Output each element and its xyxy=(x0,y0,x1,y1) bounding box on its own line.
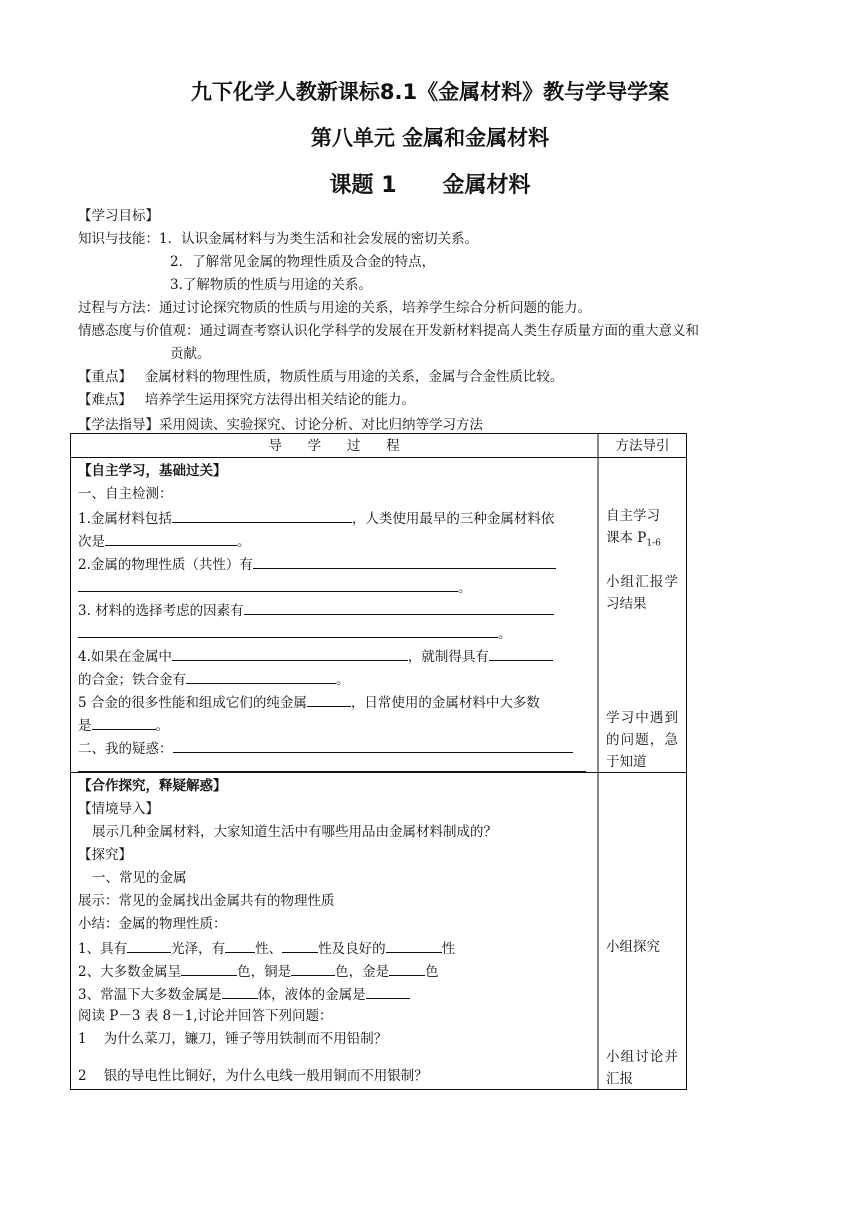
p1-text-b: 光泽，有 xyxy=(171,941,226,957)
q3-blank-2 xyxy=(78,623,498,638)
my-doubts-label: 二、我的疑惑： xyxy=(78,741,173,757)
question-5-cont xyxy=(78,715,169,735)
reading-instruction: 阅读 P－3 表 8－1,讨论并回答下列问题： xyxy=(78,1008,333,1024)
q2-blank-2 xyxy=(78,577,458,592)
q4-text-d: 。 xyxy=(336,672,350,688)
guide-self-study xyxy=(606,505,678,555)
method-column-header: 方法导引 xyxy=(615,438,670,454)
learning-process-table xyxy=(70,433,687,1090)
lesson-title: 课题 1 金属材料 xyxy=(329,173,531,198)
question-4-cont xyxy=(78,669,350,689)
process-column-header: 导 学 过 程 xyxy=(268,438,400,454)
q4-text-b: ，就制得具有 xyxy=(407,649,489,665)
q5-text-a: 5 合金的很多性能和组成它们的纯金属 xyxy=(78,695,307,711)
cooperative-heading: 【合作探究，释疑解惑】 xyxy=(78,778,227,794)
knowledge-item-3: 3.了解物质的性质与用途的关系。 xyxy=(170,277,372,293)
guide-group-discuss: 小组讨论并汇报 xyxy=(606,1049,678,1087)
summary-text: 小结：金属的物理性质： xyxy=(78,916,227,932)
discussion-question-1: 1 为什么菜刀，镰刀，锤子等用铁制而不用铅制？ xyxy=(78,1031,388,1047)
guide-group-report: 小组汇报学习结果 xyxy=(606,574,678,612)
p3-blank-2 xyxy=(366,984,410,999)
question-5 xyxy=(78,692,540,712)
document-title: 九下化学人教新课标8.1《金属材料》教与学导学案 xyxy=(190,80,670,104)
q4-text-c: 的合金；铁合金有 xyxy=(78,672,186,688)
objectives-heading: 【学习目标】 xyxy=(78,208,159,224)
p1-blank-3 xyxy=(282,938,318,953)
key-points: 【重点】 金属材料的物理性质，物质性质与用途的关系，金属与合金性质比较。 xyxy=(78,369,564,385)
q5-blank-1 xyxy=(307,692,351,707)
guide-textbook-label: 课本 P xyxy=(606,530,647,546)
p3-text-a: 3、常温下大多数金属是 xyxy=(78,987,222,1003)
process-methods: 过程与方法：通过讨论探究物质的性质与用途的关系，培养学生综合分析问题的能力。 xyxy=(78,300,591,316)
q5-text-d: 。 xyxy=(155,718,169,734)
p2-text-d: 色 xyxy=(425,964,439,980)
q4-text-a: 4.如果在金属中 xyxy=(78,649,172,665)
p2-text-c: 色，金是 xyxy=(335,964,390,980)
p2-blank-3 xyxy=(389,961,425,976)
q2-blank-1 xyxy=(253,554,556,569)
scenario-heading: 【情境导入】 xyxy=(78,801,159,817)
property-3 xyxy=(78,984,410,1004)
my-doubts-cont xyxy=(78,757,586,777)
knowledge-label: 知识与技能： xyxy=(78,231,159,247)
property-1 xyxy=(78,938,455,958)
p2-blank-1 xyxy=(181,961,237,976)
q3-text-d: 。 xyxy=(498,626,512,642)
q1-text-b: ，人类使用最早的三种金属材料依 xyxy=(351,511,555,527)
question-4 xyxy=(78,646,553,666)
show-text: 展示：常见的金属找出金属共有的物理性质 xyxy=(78,893,335,909)
difficulty-points: 【难点】 培养学生运用探究方法得出相关结论的能力。 xyxy=(78,392,415,408)
q4-blank-2 xyxy=(489,646,553,661)
knowledge-item-2: 2．了解常见金属的物理性质及合金的特点， xyxy=(170,254,436,270)
question-1 xyxy=(78,508,554,528)
q2-text-a: 2.金属的物理性质（共性）有 xyxy=(78,557,253,573)
q1-text-a: 1.金属材料包括 xyxy=(78,511,172,527)
doubts-blank-2 xyxy=(78,757,586,772)
p1-text-c: 性、 xyxy=(255,941,283,957)
self-check-subheading: 一、自主检测： xyxy=(78,486,173,502)
property-2 xyxy=(78,961,439,981)
q1-blank-1 xyxy=(172,508,352,523)
guide-group-explore: 小组探究 xyxy=(606,939,660,955)
p2-text-a: 2、大多数金属呈 xyxy=(78,964,182,980)
guide-textbook-pages xyxy=(606,527,678,555)
q5-text-b: ，日常使用的金属材料中大多数 xyxy=(350,695,540,711)
q4-blank-3 xyxy=(186,669,336,684)
question-2-cont xyxy=(78,577,472,597)
q5-blank-2 xyxy=(92,715,156,730)
emotion-values: 情感态度与价值观：通过调查考察认识化学科学的发展在开发新材料提高人类生存质量方面的重大意义和 xyxy=(78,323,699,339)
question-3-cont xyxy=(78,623,512,643)
scenario-text: 展示几种金属材料，大家知道生活中有哪些用品由金属材料制成的？ xyxy=(92,824,497,840)
q3-text-a: 3. 材料的选择考虑的因素有 xyxy=(78,603,244,619)
knowledge-item-1: 1．认识金属材料与为类生活和社会发展的密切关系。 xyxy=(159,231,479,247)
q2-text-d: 。 xyxy=(458,580,472,596)
question-2 xyxy=(78,554,556,574)
common-metals-subheading: 一、常见的金属 xyxy=(92,870,187,886)
p1-text-e: 性 xyxy=(441,941,456,957)
q3-blank-1 xyxy=(244,600,554,615)
explore-heading: 【探究】 xyxy=(78,847,132,863)
discussion-question-2: 2 银的导电性比铜好，为什么电线一般用铜而不用银制？ xyxy=(78,1068,428,1084)
q1-text-d: 。 xyxy=(237,534,251,550)
p2-text-b: 色，铜是 xyxy=(237,964,292,980)
guide-doubts: 学习中遇到的问题，急于知道 xyxy=(606,710,678,770)
self-study-heading: 【自主学习，基础过关】 xyxy=(78,463,227,479)
p2-blank-2 xyxy=(291,961,335,976)
p1-blank-4 xyxy=(386,938,442,953)
q1-blank-2 xyxy=(105,531,237,546)
p3-blank-1 xyxy=(222,984,258,999)
q4-blank-1 xyxy=(172,646,408,661)
guide-self-study-line1: 自主学习 xyxy=(606,508,660,524)
guide-textbook-range: 1-6 xyxy=(646,538,661,549)
p1-blank-1 xyxy=(127,938,171,953)
p1-text-a: 1、具有 xyxy=(78,941,128,957)
q1-text-c: 次是 xyxy=(78,534,105,550)
question-1-cont xyxy=(78,531,251,551)
doubts-blank-1 xyxy=(173,738,573,753)
unit-title: 第八单元 金属和金属材料 xyxy=(310,126,550,150)
emotion-values-cont: 贡献。 xyxy=(170,346,211,362)
my-doubts xyxy=(78,738,573,758)
knowledge-skills xyxy=(78,230,478,248)
p3-text-b: 体，液体的金属是 xyxy=(257,987,366,1003)
p1-text-d: 性及良好的 xyxy=(318,941,386,957)
question-3 xyxy=(78,600,554,620)
p1-blank-2 xyxy=(225,938,255,953)
q5-text-c: 是 xyxy=(78,718,92,734)
study-method: 【学法指导】采用阅读、实验探究、讨论分析、对比归纳等学习方法 xyxy=(78,417,483,433)
